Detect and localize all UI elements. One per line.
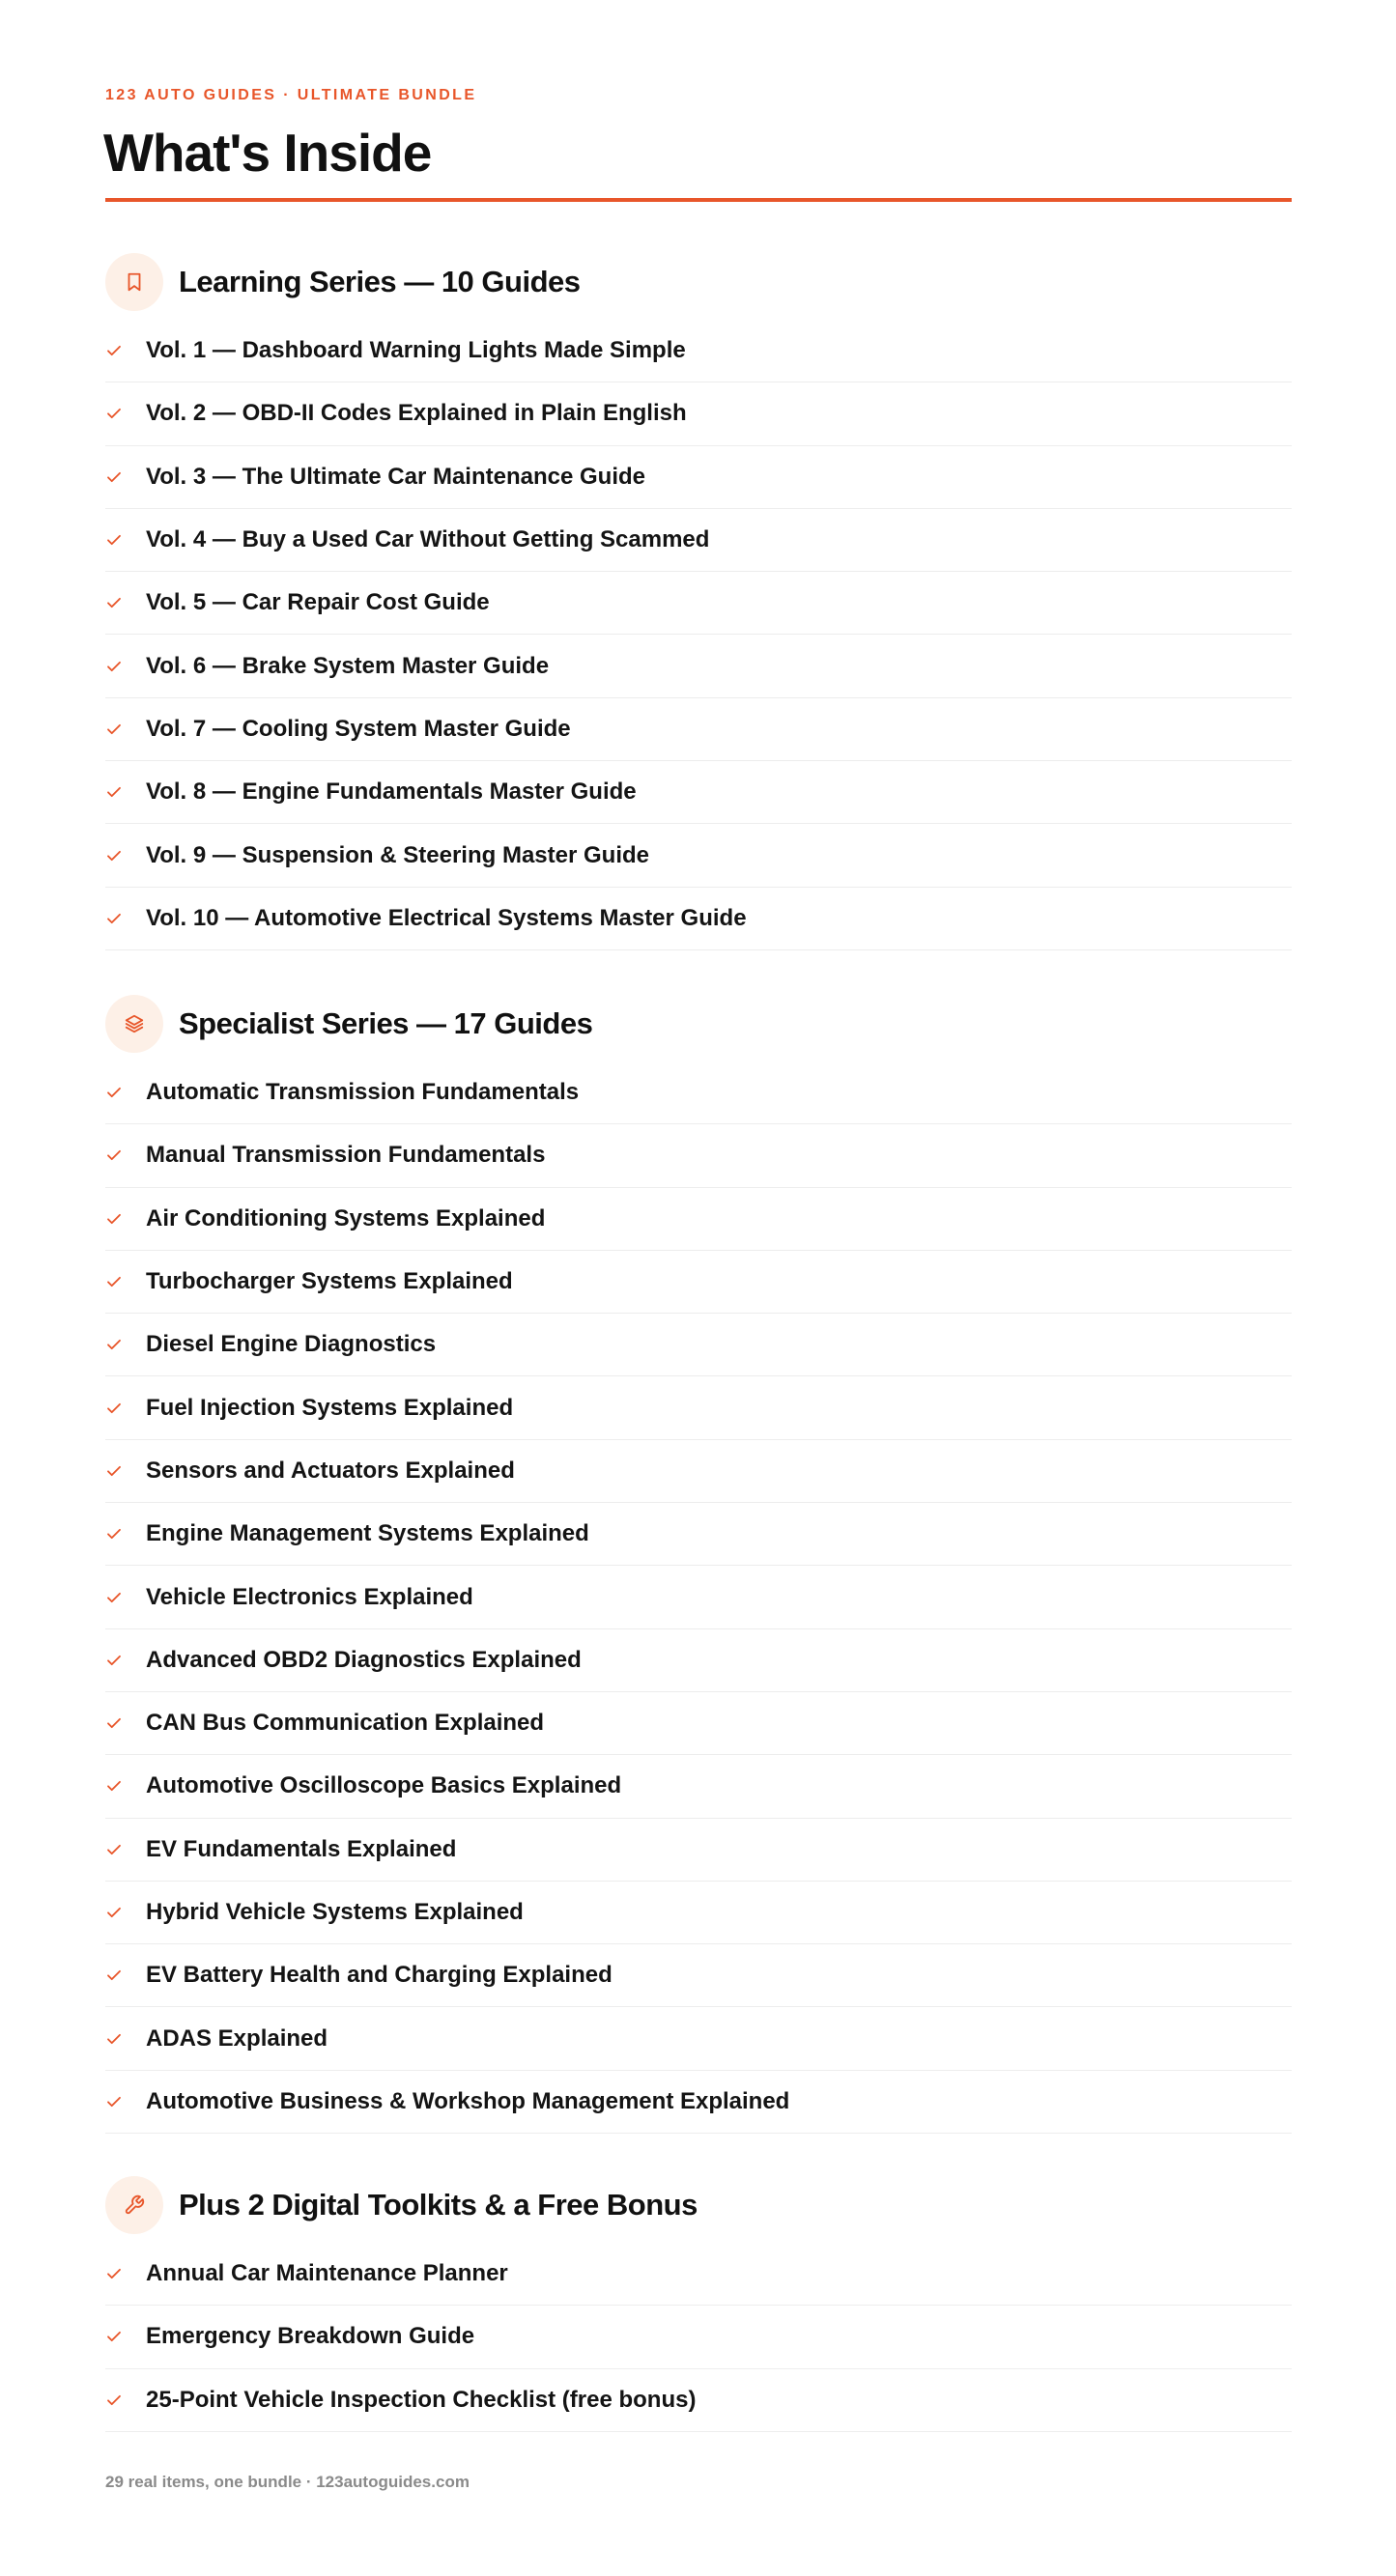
check-icon bbox=[105, 531, 146, 549]
list-item bbox=[105, 761, 1292, 824]
section-title: Plus 2 Digital Toolkits & a Free Bonus bbox=[179, 2188, 698, 2222]
list-item bbox=[105, 1692, 1292, 1755]
item-label: Hybrid Vehicle Systems Explained bbox=[146, 1899, 524, 1925]
list-item bbox=[105, 509, 1292, 572]
check-icon bbox=[105, 1336, 146, 1353]
list-item bbox=[105, 1376, 1292, 1439]
check-icon bbox=[105, 1841, 146, 1858]
list-item bbox=[105, 1062, 1292, 1124]
check-icon bbox=[105, 1273, 146, 1290]
list-item bbox=[105, 2071, 1292, 2134]
item-label: Vol. 6 — Brake System Master Guide bbox=[146, 652, 550, 679]
item-label: Sensors and Actuators Explained bbox=[146, 1457, 515, 1484]
layers-icon bbox=[105, 995, 163, 1053]
item-label: Vol. 8 — Engine Fundamentals Master Guide bbox=[146, 778, 637, 806]
footer-note: 29 real items, one bundle · 123autoguides.com bbox=[105, 2473, 470, 2491]
check-icon bbox=[105, 1525, 146, 1543]
item-label: CAN Bus Communication Explained bbox=[146, 1710, 545, 1737]
list-item bbox=[105, 382, 1292, 445]
item-list bbox=[105, 320, 1292, 950]
check-icon bbox=[105, 594, 146, 611]
section-learning-series bbox=[105, 253, 1292, 950]
item-label: Automatic Transmission Fundamentals bbox=[146, 1079, 580, 1106]
list-item bbox=[105, 698, 1292, 761]
check-icon bbox=[105, 1589, 146, 1606]
section-title: Specialist Series — 17 Guides bbox=[179, 1006, 593, 1040]
list-item bbox=[105, 1440, 1292, 1503]
section-title: Learning Series — 10 Guides bbox=[179, 265, 581, 298]
check-icon bbox=[105, 1146, 146, 1164]
section-header bbox=[105, 2176, 1292, 2234]
check-icon bbox=[105, 1084, 146, 1101]
check-icon bbox=[105, 2392, 146, 2409]
page-title: What's Inside bbox=[103, 123, 432, 183]
list-item bbox=[105, 2243, 1292, 2306]
check-icon bbox=[105, 2093, 146, 2110]
item-label: EV Battery Health and Charging Explained bbox=[146, 1962, 613, 1989]
item-label: 25-Point Vehicle Inspection Checklist (free bonus) bbox=[146, 2386, 697, 2413]
check-icon bbox=[105, 1714, 146, 1732]
item-list bbox=[105, 2243, 1292, 2432]
item-label: Annual Car Maintenance Planner bbox=[146, 2260, 508, 2287]
check-icon bbox=[105, 405, 146, 422]
item-label: Automotive Business & Workshop Management Explained bbox=[146, 2087, 790, 2114]
check-icon bbox=[105, 1462, 146, 1480]
check-icon bbox=[105, 1400, 146, 1417]
check-icon bbox=[105, 910, 146, 927]
check-icon bbox=[105, 1967, 146, 1984]
check-icon bbox=[105, 2265, 146, 2282]
item-list bbox=[105, 1062, 1292, 2134]
list-item bbox=[105, 1251, 1292, 1314]
section-toolkits-bonus bbox=[105, 2176, 1292, 2432]
item-label: Vol. 10 — Automotive Electrical Systems Master Guide bbox=[146, 904, 747, 931]
eyebrow-label: 123 AUTO GUIDES · ULTIMATE BUNDLE bbox=[105, 87, 477, 103]
list-item bbox=[105, 1944, 1292, 2007]
item-label: Vol. 3 — The Ultimate Car Maintenance Guide bbox=[146, 463, 645, 490]
item-label: Advanced OBD2 Diagnostics Explained bbox=[146, 1646, 582, 1673]
section-header bbox=[105, 995, 1292, 1053]
item-label: Vol. 2 — OBD-II Codes Explained in Plain English bbox=[146, 400, 687, 427]
check-icon bbox=[105, 721, 146, 738]
list-item bbox=[105, 1882, 1292, 1944]
item-label: Turbocharger Systems Explained bbox=[146, 1268, 513, 1295]
item-label: Vol. 5 — Car Repair Cost Guide bbox=[146, 589, 490, 616]
check-icon bbox=[105, 1210, 146, 1228]
wrench-icon bbox=[105, 2176, 163, 2234]
list-item bbox=[105, 1819, 1292, 1882]
title-divider bbox=[105, 198, 1292, 202]
item-label: EV Fundamentals Explained bbox=[146, 1835, 457, 1862]
item-label: Vol. 4 — Buy a Used Car Without Getting Scammed bbox=[146, 526, 710, 553]
item-label: ADAS Explained bbox=[146, 2024, 328, 2052]
list-item bbox=[105, 2306, 1292, 2368]
item-label: Vehicle Electronics Explained bbox=[146, 1583, 473, 1610]
section-header bbox=[105, 253, 1292, 311]
list-item bbox=[105, 824, 1292, 887]
check-icon bbox=[105, 1904, 146, 1921]
item-label: Engine Management Systems Explained bbox=[146, 1520, 589, 1547]
list-item bbox=[105, 572, 1292, 635]
check-icon bbox=[105, 783, 146, 801]
item-label: Air Conditioning Systems Explained bbox=[146, 1204, 546, 1231]
list-item bbox=[105, 1629, 1292, 1692]
section-specialist-series bbox=[105, 995, 1292, 2134]
list-item bbox=[105, 1124, 1292, 1187]
bookmark-icon bbox=[105, 253, 163, 311]
list-item bbox=[105, 888, 1292, 950]
list-item bbox=[105, 1755, 1292, 1818]
check-icon bbox=[105, 1652, 146, 1669]
check-icon bbox=[105, 468, 146, 486]
check-icon bbox=[105, 1777, 146, 1795]
check-icon bbox=[105, 342, 146, 359]
list-item bbox=[105, 1188, 1292, 1251]
item-label: Vol. 1 — Dashboard Warning Lights Made Simple bbox=[146, 337, 686, 364]
check-icon bbox=[105, 2030, 146, 2048]
list-item bbox=[105, 2369, 1292, 2432]
list-item bbox=[105, 446, 1292, 509]
check-icon bbox=[105, 2328, 146, 2345]
check-icon bbox=[105, 847, 146, 864]
item-label: Automotive Oscilloscope Basics Explained bbox=[146, 1772, 622, 1799]
item-label: Diesel Engine Diagnostics bbox=[146, 1331, 437, 1358]
list-item bbox=[105, 1314, 1292, 1376]
item-label: Vol. 9 — Suspension & Steering Master Guide bbox=[146, 841, 649, 868]
list-item bbox=[105, 320, 1292, 382]
item-label: Fuel Injection Systems Explained bbox=[146, 1394, 514, 1421]
list-item bbox=[105, 635, 1292, 697]
check-icon bbox=[105, 658, 146, 675]
item-label: Manual Transmission Fundamentals bbox=[146, 1142, 546, 1169]
item-label: Vol. 7 — Cooling System Master Guide bbox=[146, 715, 571, 742]
item-label: Emergency Breakdown Guide bbox=[146, 2323, 475, 2350]
list-item bbox=[105, 1566, 1292, 1628]
list-item bbox=[105, 1503, 1292, 1566]
list-item bbox=[105, 2007, 1292, 2070]
